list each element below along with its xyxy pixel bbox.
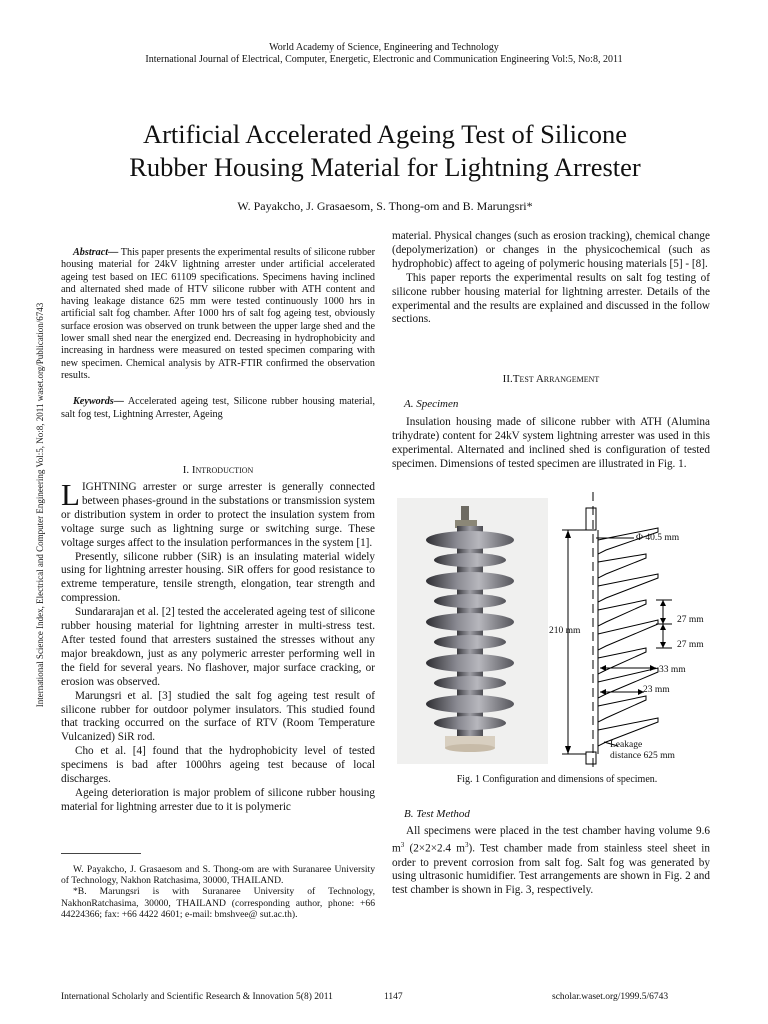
footnote-rule (61, 853, 141, 854)
page-number: 1147 (384, 992, 403, 1002)
subsection-b-heading: B. Test Method (404, 808, 470, 820)
intro-p6: Ageing deterioration is major problem of silicone rubber housing material for lightning arrester due to it is polymeric (61, 786, 375, 813)
intro-p3: Sundararajan et al. [2] tested the accelerated ageing test of silicone rubber housing material for lightning arrester in multi-stress test. After tested found that arresters sustained the stresses without any major breakdown, just as any polymeric arrester performing well in the field for several years. No flashover, major surface cracking, or erosion was observed. (61, 606, 375, 688)
subsection-a-heading: A. Specimen (404, 398, 459, 410)
right-p1: material. Physical changes (such as erosion tracking), chemical change (depolymerization) or changes in the physicochemical (such as hydrophobic) affect to ageing of polymeric housing materials [5] - [8]. (392, 230, 710, 270)
dim-27mm-upper: 27 mm (677, 615, 704, 625)
test-method-text-3: ). Test chamber made from stainless steel sheet in order to prevent corrosion from salt fog. Salt fog was generated by using ultrasonic humidifier. Test arrangements are shown in Fig. 2 and test chamber is shown in Fig. 3, respectively. (392, 842, 711, 897)
intro-heading (61, 464, 375, 476)
intro-p2: Presently, silicone rubber (SiR) is an insulating material widely using for lightning arrester housing. SiR offers for good resistance to extreme temperature, tensile strength, elongation, tear strength and compression. (61, 550, 375, 605)
abstract (61, 247, 375, 421)
keywords-text: Accelerated ageing test, Silicone rubber housing material, salt fog test, Lightning Arrester, Ageing (61, 396, 376, 420)
intro-p1: IGHTNING arrester or surge arrester is generally connected between phases-ground in the substations or transmission system or distribution system in order to protect the insulation system from voltage surge such as lightning surge or switching surge. These voltage surges affect to the insulation performances in the system [1]. (61, 481, 375, 549)
figure-caption: Fig. 1 Configuration and dimensions of specimen. (456, 774, 658, 785)
test-method-text-1: All specimens were placed in the test chamber having volume 9.6 m (392, 825, 710, 855)
test-method-paragraph (392, 825, 710, 898)
journal-name: World Academy of Science, Engineering and Technology (269, 42, 499, 53)
dim-33mm: 33 mm (659, 665, 686, 675)
specimen-paragraph (392, 416, 710, 472)
sup-cubed-1: 3 (400, 840, 405, 849)
keywords-label: Keywords— (73, 396, 124, 408)
section2-text: Test Arrangement (512, 373, 600, 385)
journal-volume: International Journal of Electrical, Computer, Energetic, Electronic and Communication Engineering Vol:5, No:8, 2011 (145, 54, 623, 65)
test-method-text-2: (2×2×2.4 m (404, 842, 465, 855)
footer-right: scholar.waset.org/1999.5/6743 (552, 992, 669, 1002)
side-index-text: International Science Index, Electrical and Computer Engineering Vol:5, No:8, 2011 waset.org/Publication/6743 (35, 302, 45, 708)
leakage-label-1: Leakage (610, 740, 643, 750)
right-intro-body (392, 230, 710, 327)
diameter-label: Φ 40.5 mm (636, 533, 680, 543)
paper-title (60, 118, 710, 184)
arrester-photo (397, 498, 548, 764)
footer-left: International Scholarly and Scientific Research & Innovation 5(8) 2011 (61, 992, 333, 1002)
specimen-text: Insulation housing made of silicone rubber with ATH (Alumina trihydrate) content for 24kV system lightning arrester was used in this experimental. Alternated and inclined shed is configuration of tested specimen. Dimensions of tested specimen are illustrated in Fig. 1. (392, 416, 710, 470)
sup-cubed-2: 3 (464, 840, 469, 849)
title-line-2: Rubber Housing Material for Lightning Arrester (129, 152, 641, 182)
dim-27mm-lower: 27 mm (677, 640, 704, 650)
intro-heading-num: I. (182, 464, 190, 476)
right-p2: This paper reports the experimental results on salt fog testing of silicone rubber housing material for lightning arrester. Details of the experimental and the results are explained and discussed in the follow sections. (392, 271, 710, 326)
dropcap-letter: L (61, 477, 80, 512)
arrester-photo-drawing (397, 498, 548, 764)
authors: W. Payakcho, J. Grasaesom, S. Thong-om and B. Marungsri* (237, 199, 533, 213)
leakage-label-2: distance 625 mm (610, 751, 675, 761)
abstract-text: This paper presents the experimental results of silicone rubber housing material for 24kV lightning arrester under artificial accelerated ageing test based on IEC 61109 specifications. Specimens having inclined and alternated shed made of HTV silicone rubber with ATH content and having leakage distance 625 mm were tested continuously 1000 hrs in artificial salt fog chamber. After 1000 hrs of salt fog ageing test, obviously surface erosion was observed on trunk between the upper large shed and the lower small shed near the energized end. Decreasing in hydrophobicity and increasing in hardness were measured on tested specimen comparing with new specimen. Chemical analysis by ATR-FTIR confirmed the observation results. (61, 247, 375, 381)
footnote-p1: W. Payakcho, J. Grasaesom and S. Thong-om are with Suranaree University of Technology, Nakhon Ratchasima, 30000, THAILAND. (61, 864, 375, 887)
footnote-p2: *B. Marungsri is with Suranaree University of Technology, NakhonRatchasima, 30000, THAILAND (corresponding author, phone: +66 44224366; fax: +66 4422 4601; e-mail: bmshvee@ sut.ac.th). (61, 886, 375, 920)
intro-p5: Cho et al. [4] found that the hydrophobicity level of tested specimens is bad after 1000hrs ageing test because of local discharges. (61, 745, 375, 786)
footnote (61, 864, 375, 920)
dim-23mm: 23 mm (643, 685, 670, 695)
intro-body (61, 477, 375, 815)
title-line-1: Artificial Accelerated Ageing Test of Silicone (142, 119, 628, 149)
abstract-label: Abstract— (73, 247, 119, 258)
intro-heading-text: Introduction (191, 464, 254, 476)
section2-heading (392, 373, 710, 385)
height-label: 210 mm (549, 626, 581, 636)
section2-num: II. (502, 373, 513, 385)
intro-p4: Marungsri et al. [3] studied the salt fog ageing test result of silicone rubber for outdoor polymer insulators. This studied found that tracking occurred on the surface of RTV (Room Temperature Vulcanized) SiR rod. (61, 689, 375, 744)
